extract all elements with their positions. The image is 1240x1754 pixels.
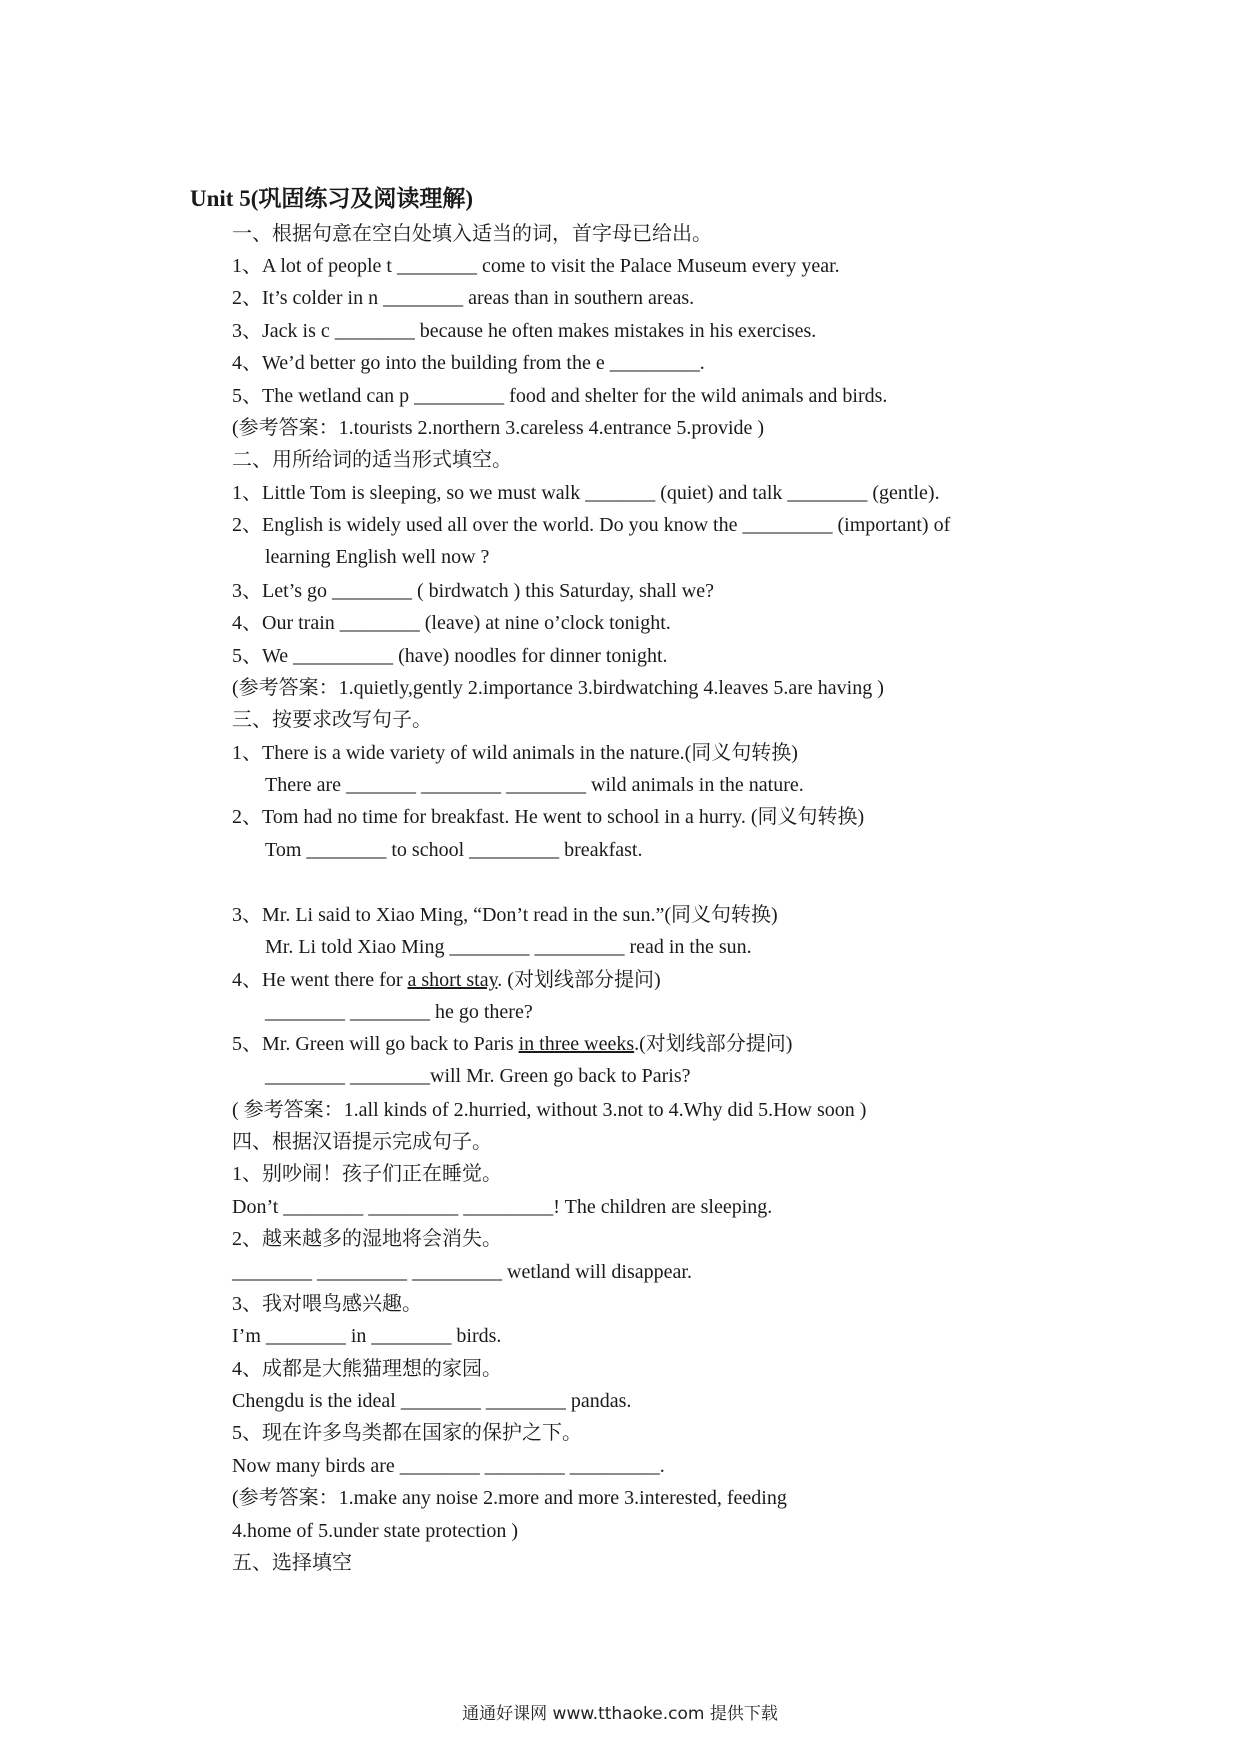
- exercise-item: [232, 966, 661, 994]
- exercise-item-answer-line: Now many birds are ________ ________ _________.: [232, 1455, 665, 1477]
- item-text: . (对划线部分提问): [497, 969, 661, 991]
- section-heading: 四、根据汉语提示完成句子。: [232, 1131, 492, 1153]
- exercise-item: 4、We’d better go into the building from the e _________.: [232, 352, 705, 374]
- exercise-item-answer-line: ________ _________ _________ wetland will disappear.: [232, 1261, 692, 1283]
- exercise-item-answer-line: I’m ________ in ________ birds.: [232, 1325, 502, 1347]
- exercise-item-answer-line: Chengdu is the ideal ________ ________ pandas.: [232, 1390, 632, 1412]
- answer-key: ( 参考答案：1.all kinds of 2.hurried, without 3.not to 4.Why did 5.How soon ): [232, 1099, 867, 1121]
- answer-key: (参考答案：1.tourists 2.northern 3.careless 4.entrance 5.provide ): [232, 417, 765, 439]
- exercise-item: [232, 1030, 792, 1058]
- exercise-item: 1、There is a wide variety of wild animals in the nature.(同义句转换): [232, 742, 798, 764]
- exercise-item-answer-line: There are _______ ________ ________ wild animals in the nature.: [265, 774, 804, 796]
- exercise-item: 2、越来越多的湿地将会消失。: [232, 1228, 502, 1250]
- item-text: .(对划线部分提问): [634, 1033, 793, 1055]
- item-text: 4、He went there for: [232, 969, 408, 991]
- exercise-item: 3、Mr. Li said to Xiao Ming, “Don’t read in the sun.”(同义句转换): [232, 904, 778, 926]
- page-footer: 通通好课网 www.tthaoke.com 提供下载: [462, 1704, 778, 1724]
- exercise-item: 5、现在许多鸟类都在国家的保护之下。: [232, 1422, 582, 1444]
- exercise-item-answer-line: ________ ________will Mr. Green go back to Paris?: [265, 1065, 691, 1087]
- section-heading: 三、按要求改写句子。: [232, 709, 432, 731]
- item-text: 5、Mr. Green will go back to Paris: [232, 1033, 519, 1055]
- section-heading: 一、根据句意在空白处填入适当的词，首字母已给出。: [232, 223, 712, 245]
- page-title: Unit 5(巩固练习及阅读理解): [190, 186, 474, 211]
- exercise-item: 3、Jack is c ________ because he often makes mistakes in his exercises.: [232, 320, 817, 342]
- exercise-item: 2、It’s colder in n ________ areas than in southern areas.: [232, 287, 695, 309]
- exercise-item: 4、Our train ________ (leave) at nine o’clock tonight.: [232, 612, 671, 634]
- exercise-item: 2、Tom had no time for breakfast. He went to school in a hurry. (同义句转换): [232, 806, 865, 828]
- exercise-item: 4、成都是大熊猫理想的家园。: [232, 1358, 502, 1380]
- answer-key: (参考答案：1.make any noise 2.more and more 3.interested, feeding: [232, 1487, 787, 1509]
- underlined-phrase: in three weeks: [518, 1033, 635, 1055]
- exercise-item: 1、别吵闹！孩子们正在睡觉。: [232, 1163, 502, 1185]
- underlined-phrase: a short stay: [407, 969, 498, 991]
- section-heading: 二、用所给词的适当形式填空。: [232, 449, 512, 471]
- exercise-item-answer-line: ________ ________ he go there?: [265, 1001, 533, 1023]
- exercise-item-answer-line: Mr. Li told Xiao Ming ________ _________ read in the sun.: [265, 936, 752, 958]
- exercise-item-continuation: learning English well now ?: [265, 546, 490, 568]
- exercise-item: 1、Little Tom is sleeping, so we must walk _______ (quiet) and talk ________ (gentle).: [232, 482, 940, 504]
- exercise-item: 5、The wetland can p _________ food and shelter for the wild animals and birds.: [232, 385, 888, 407]
- answer-key: 4.home of 5.under state protection ): [232, 1520, 519, 1542]
- exercise-item-answer-line: Don’t ________ _________ _________! The children are sleeping.: [232, 1196, 773, 1218]
- exercise-item: 2、English is widely used all over the world. Do you know the _________ (important) of: [232, 514, 951, 536]
- answer-key: (参考答案：1.quietly,gently 2.importance 3.birdwatching 4.leaves 5.are having ): [232, 677, 884, 699]
- section-heading: 五、选择填空: [232, 1552, 352, 1574]
- exercise-item: 3、Let’s go ________ ( birdwatch ) this Saturday, shall we?: [232, 580, 714, 602]
- exercise-item: 3、我对喂鸟感兴趣。: [232, 1293, 422, 1315]
- exercise-item: 1、A lot of people t ________ come to visit the Palace Museum every year.: [232, 255, 840, 277]
- exercise-item-answer-line: Tom ________ to school _________ breakfast.: [265, 839, 643, 861]
- exercise-item: 5、We __________ (have) noodles for dinner tonight.: [232, 645, 668, 667]
